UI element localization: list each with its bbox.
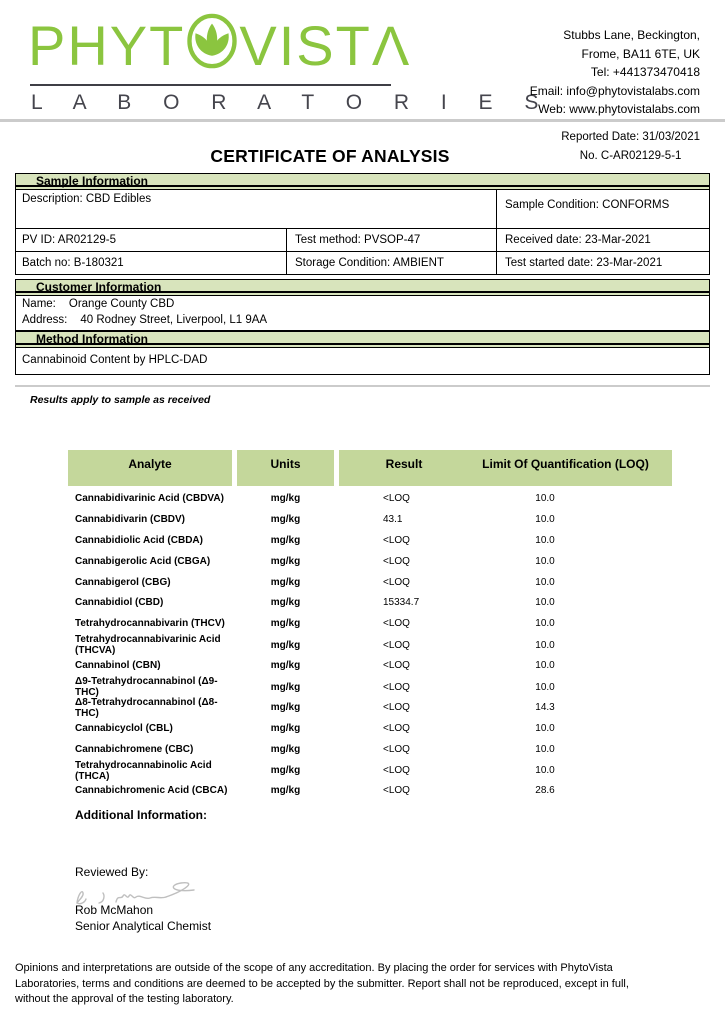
header-divider bbox=[0, 119, 725, 122]
additional-information-label: Additional Information: bbox=[75, 808, 207, 822]
customer-name-value: Orange County CBD bbox=[68, 298, 175, 310]
results-row bbox=[68, 718, 672, 739]
cell-result: <LOQ bbox=[383, 743, 410, 755]
customer-address-value: 40 Rodney Street, Liverpool, L1 9AA bbox=[80, 314, 268, 326]
results-table bbox=[68, 450, 672, 801]
header-result-block bbox=[339, 450, 672, 486]
results-table-header bbox=[68, 450, 672, 486]
customer-info-box bbox=[15, 296, 710, 331]
cell-loq: 10.0 bbox=[535, 765, 555, 777]
header-analyte: Analyte bbox=[68, 450, 232, 486]
cell-analyte: Cannabinol (CBN) bbox=[75, 660, 161, 672]
customer-address-line bbox=[22, 314, 703, 326]
cell-result: <LOQ bbox=[383, 639, 410, 651]
logo-text-pre: PHYT bbox=[28, 13, 186, 77]
cell-result: <LOQ bbox=[383, 534, 410, 546]
sample-condition: Sample Condition: CONFORMS bbox=[505, 199, 670, 211]
results-row bbox=[68, 488, 672, 509]
cell-units: mg/kg bbox=[270, 513, 301, 525]
cell-result: <LOQ bbox=[383, 765, 410, 777]
contact-tel: Tel: +441373470418 bbox=[590, 65, 700, 79]
contact-web: Web: www.phytovistalabs.com bbox=[538, 102, 700, 116]
leaf-o-icon bbox=[186, 12, 238, 79]
reported-date: Reported Date: 31/03/2021 bbox=[561, 131, 700, 143]
results-row bbox=[68, 780, 672, 801]
results-row bbox=[68, 572, 672, 593]
certificate-title: CERTIFICATE OF ANALYSIS bbox=[210, 146, 450, 166]
customer-information-header bbox=[15, 279, 710, 296]
cell-loq: 10.0 bbox=[535, 681, 555, 693]
results-row bbox=[68, 613, 672, 634]
customer-information-section bbox=[15, 279, 710, 331]
pv-id: PV ID: AR02129-5 bbox=[16, 229, 287, 251]
cell-analyte: Cannabidivarinic Acid (CBDVA) bbox=[75, 492, 224, 504]
customer-name-line bbox=[22, 298, 703, 310]
cell-result: <LOQ bbox=[383, 702, 410, 714]
cell-units: mg/kg bbox=[270, 785, 301, 797]
header-loq: Limit Of Quantification (LOQ) bbox=[482, 457, 649, 471]
cell-result: <LOQ bbox=[383, 785, 410, 797]
reviewed-by-label: Reviewed By: bbox=[75, 865, 149, 879]
method-information-header bbox=[15, 331, 710, 348]
cell-analyte: Cannabidiol (CBD) bbox=[75, 597, 164, 609]
cell-units: mg/kg bbox=[270, 765, 301, 777]
test-started-date: Test started date: 23-Mar-2021 bbox=[505, 257, 663, 269]
cell-result: <LOQ bbox=[383, 660, 410, 672]
contact-email: Email: info@phytovistalabs.com bbox=[529, 83, 700, 98]
results-rows bbox=[68, 488, 672, 801]
results-row bbox=[68, 592, 672, 613]
cell-result: <LOQ bbox=[383, 722, 410, 734]
footer-disclaimer: Opinions and interpretations are outside of the scope of any accreditation. By placing the order for services with PhytoVista Laboratories, terms and conditions are deemed to be accepted by the submitter. Report shall not be reproduced, except in full, without the approval of the testing laboratory. bbox=[15, 962, 629, 1005]
cell-analyte: Cannabichromenic Acid (CBCA) bbox=[75, 785, 228, 797]
results-row bbox=[68, 530, 672, 551]
cell-loq: 10.0 bbox=[535, 618, 555, 630]
cell-units: mg/kg bbox=[270, 597, 301, 609]
section-title: Method Information bbox=[36, 332, 148, 346]
contact-address-line-2: Frome, BA11 6TE, UK bbox=[581, 46, 700, 61]
cell-result: 15334.7 bbox=[383, 597, 420, 609]
cell-loq: 10.0 bbox=[535, 639, 555, 651]
cell-loq: 10.0 bbox=[535, 743, 555, 755]
cell-result: <LOQ bbox=[383, 681, 410, 693]
customer-address-label: Address: bbox=[22, 314, 68, 326]
logo-wordmark bbox=[28, 12, 412, 79]
cell-result: <LOQ bbox=[383, 492, 410, 504]
header-units: Units bbox=[237, 450, 334, 486]
cell-loq: 10.0 bbox=[535, 513, 555, 525]
cell-units: mg/kg bbox=[270, 660, 301, 672]
received-date: Received date: 23-Mar-2021 bbox=[505, 234, 651, 246]
cell-result: 43.1 bbox=[383, 513, 403, 525]
cell-analyte: Cannabicyclol (CBL) bbox=[75, 722, 173, 734]
logo-subtitle: L A B O R A T O R I E S bbox=[31, 91, 552, 114]
report-number: No. C-AR02129-5-1 bbox=[579, 150, 682, 162]
sample-info-row-3 bbox=[15, 252, 710, 275]
section-divider bbox=[15, 385, 710, 387]
cell-units: mg/kg bbox=[270, 492, 301, 504]
results-note: Results apply to sample as received bbox=[30, 394, 211, 406]
phytovista-logo bbox=[28, 12, 552, 115]
logo-text-post: VISTΛ bbox=[239, 13, 412, 77]
contact-address-line-1: Stubbs Lane, Beckington, bbox=[563, 28, 700, 42]
cell-loq: 10.0 bbox=[535, 576, 555, 588]
cell-units: mg/kg bbox=[270, 576, 301, 588]
cell-loq: 10.0 bbox=[535, 660, 555, 672]
cell-units: mg/kg bbox=[270, 743, 301, 755]
cell-analyte: Δ8-Tetrahydrocannabinol (Δ8-THC) bbox=[75, 696, 218, 719]
cell-loq: 10.0 bbox=[535, 722, 555, 734]
cell-units: mg/kg bbox=[270, 639, 301, 651]
signer-name: Rob McMahon bbox=[75, 903, 154, 917]
results-row bbox=[68, 760, 672, 781]
cell-result: <LOQ bbox=[383, 555, 410, 567]
storage-condition: Storage Condition: AMBIENT bbox=[287, 252, 497, 274]
cell-analyte: Cannabigerolic Acid (CBGA) bbox=[75, 555, 211, 567]
sample-info-row-2 bbox=[15, 229, 710, 252]
cell-analyte: Tetrahydrocannabinolic Acid (THCA) bbox=[75, 759, 212, 782]
cell-units: mg/kg bbox=[270, 555, 301, 567]
cell-units: mg/kg bbox=[270, 702, 301, 714]
results-row bbox=[68, 655, 672, 676]
batch-no: Batch no: B-180321 bbox=[16, 252, 287, 274]
cell-result: <LOQ bbox=[383, 618, 410, 630]
method-name: Cannabinoid Content by HPLC-DAD bbox=[22, 354, 208, 366]
cell-loq: 28.6 bbox=[535, 785, 555, 797]
method-information-section bbox=[15, 331, 710, 375]
results-row bbox=[68, 676, 672, 697]
cell-analyte: Cannabichromene (CBC) bbox=[75, 743, 194, 755]
cell-analyte: Cannabigerol (CBG) bbox=[75, 576, 171, 588]
cell-analyte: Cannabidivarin (CBDV) bbox=[75, 513, 186, 525]
cell-loq: 14.3 bbox=[535, 702, 555, 714]
method-box bbox=[15, 348, 710, 375]
results-row bbox=[68, 509, 672, 530]
sample-information-section bbox=[15, 173, 710, 275]
cell-loq: 10.0 bbox=[535, 555, 555, 567]
results-row bbox=[68, 551, 672, 572]
cell-units: mg/kg bbox=[270, 681, 301, 693]
section-title: Customer Information bbox=[36, 280, 162, 294]
customer-name-label: Name: bbox=[22, 298, 56, 310]
cell-analyte: Cannabidiolic Acid (CBDA) bbox=[75, 534, 203, 546]
header-result: Result bbox=[385, 457, 423, 471]
cell-loq: 10.0 bbox=[535, 597, 555, 609]
results-row bbox=[68, 634, 672, 655]
results-row bbox=[68, 697, 672, 718]
signer-title: Senior Analytical Chemist bbox=[75, 919, 212, 933]
logo-divider bbox=[30, 84, 391, 86]
sample-information-header bbox=[15, 173, 710, 190]
lab-contact-block bbox=[530, 26, 700, 119]
cell-units: mg/kg bbox=[270, 722, 301, 734]
section-title: Sample Information bbox=[36, 174, 149, 188]
cell-loq: 10.0 bbox=[535, 492, 555, 504]
sample-info-row-1 bbox=[15, 190, 710, 229]
cell-analyte: Δ9-Tetrahydrocannabinol (Δ9-THC) bbox=[75, 676, 218, 699]
test-method: Test method: PVSOP-47 bbox=[287, 229, 497, 251]
cell-analyte: Tetrahydrocannabivarinic Acid (THCVA) bbox=[75, 634, 221, 657]
sample-description: Description: CBD Edibles bbox=[16, 190, 497, 228]
cell-analyte: Tetrahydrocannabivarin (THCV) bbox=[75, 618, 225, 630]
results-row bbox=[68, 739, 672, 760]
cell-loq: 10.0 bbox=[535, 534, 555, 546]
cell-units: mg/kg bbox=[270, 618, 301, 630]
cell-result: <LOQ bbox=[383, 576, 410, 588]
cell-units: mg/kg bbox=[270, 534, 301, 546]
